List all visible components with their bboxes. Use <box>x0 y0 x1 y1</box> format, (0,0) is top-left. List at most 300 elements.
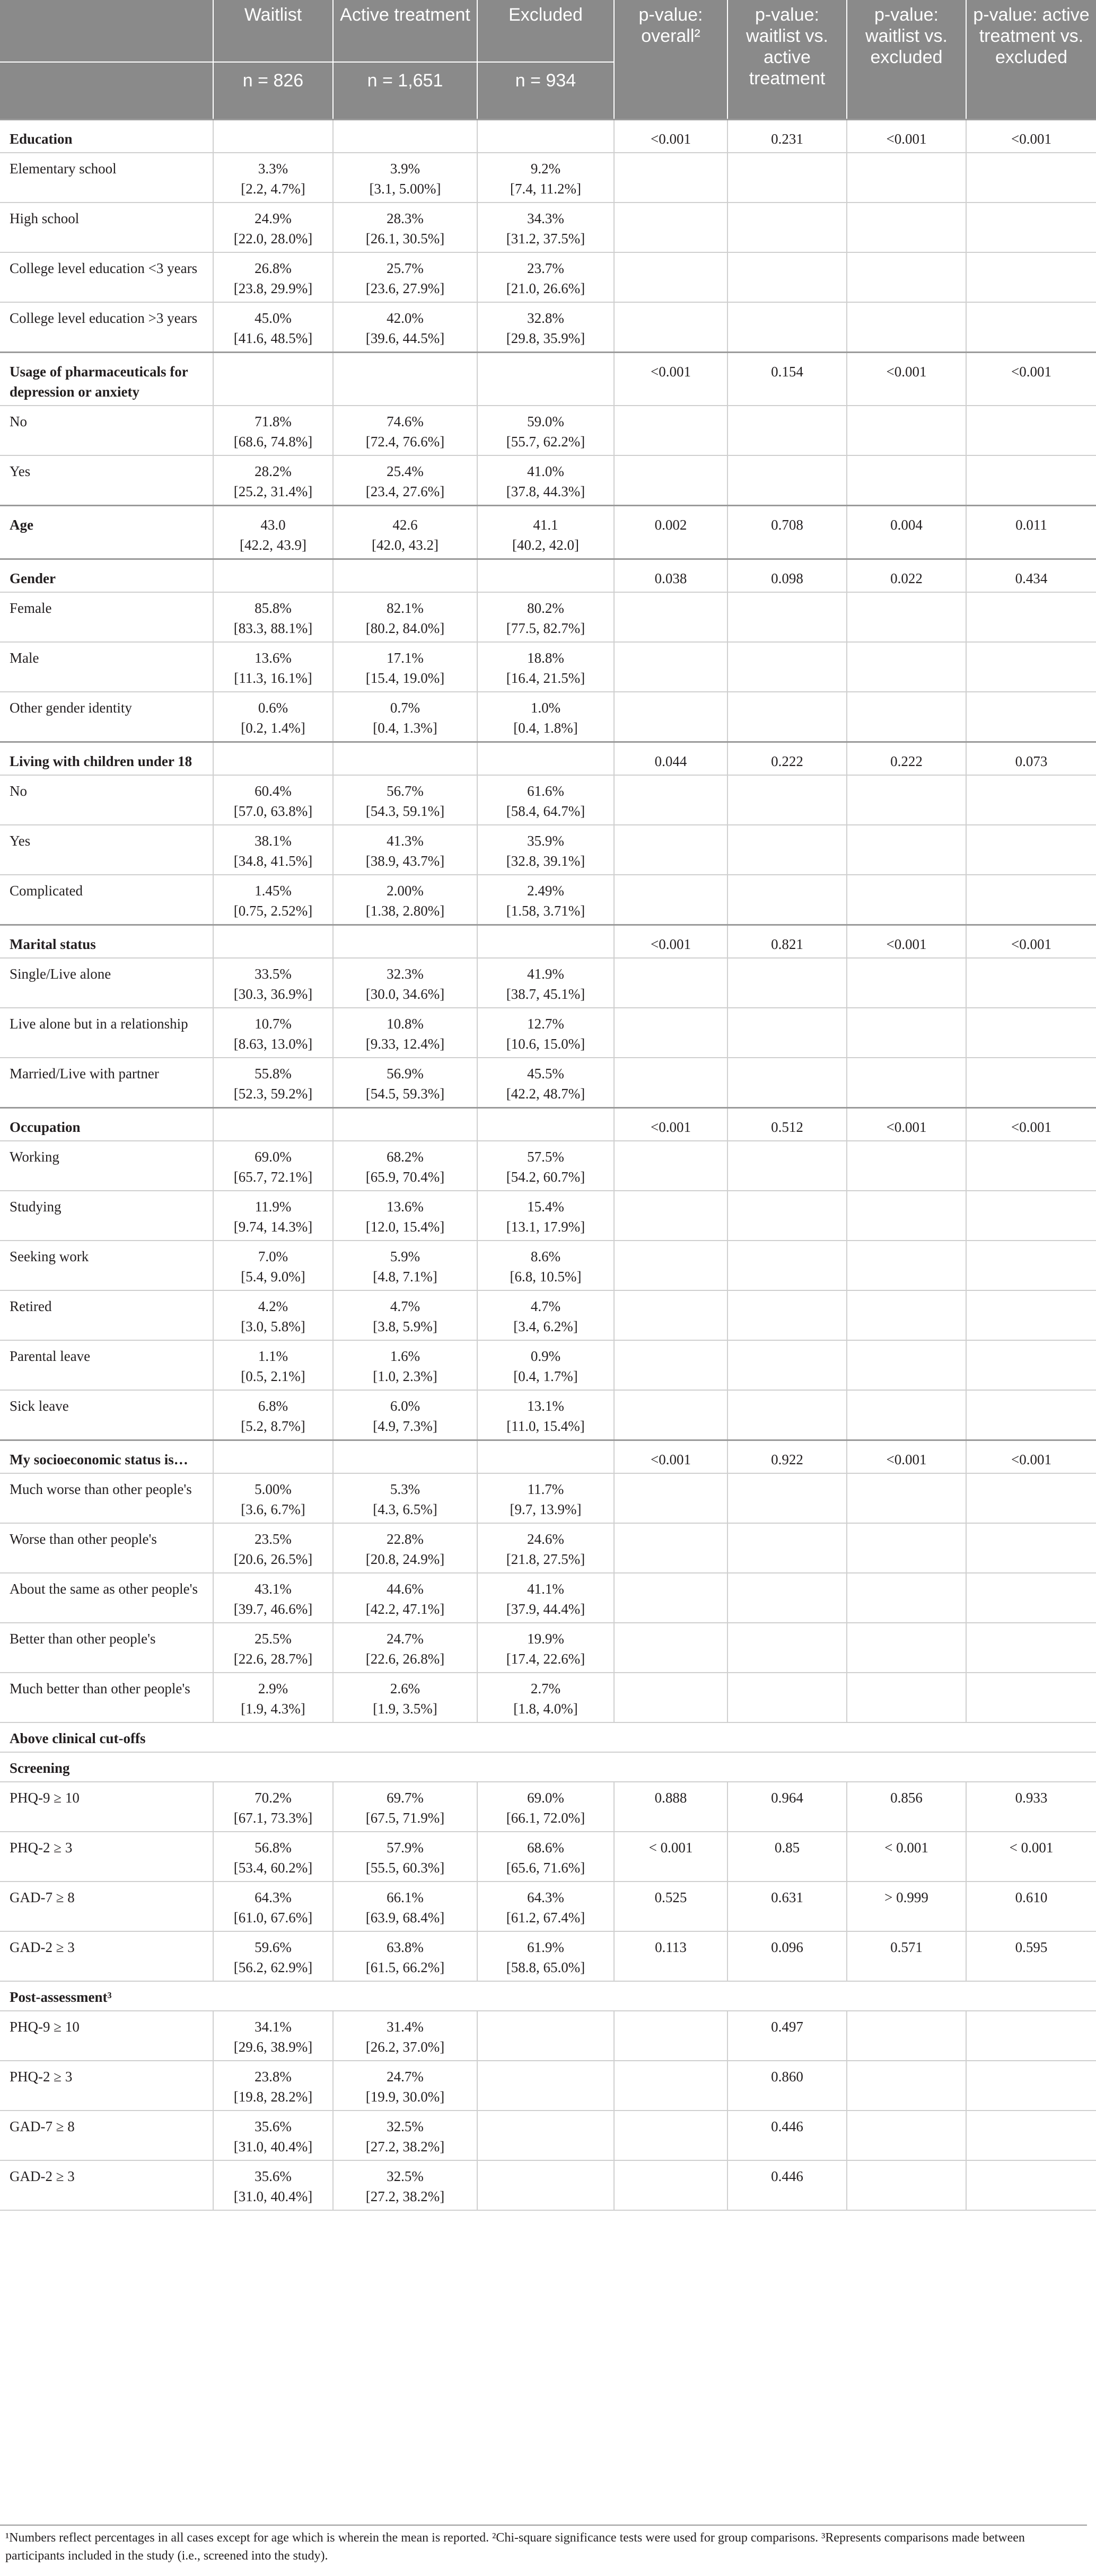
value: 8.6% <box>530 1249 561 1264</box>
confidence-interval: [0.4, 1.8%] <box>513 720 578 736</box>
value: 2.49% <box>527 883 564 899</box>
p-value: 0.096 <box>727 1931 847 1981</box>
confidence-interval: [4.8, 7.1%] <box>373 1269 437 1285</box>
value-cell <box>333 1931 477 1981</box>
value: 41.9% <box>527 966 564 982</box>
empty-cell <box>966 642 1096 692</box>
value: 74.6% <box>387 414 424 429</box>
confidence-interval: [1.58, 3.71%] <box>506 903 585 919</box>
value-cell <box>213 1882 333 1931</box>
empty-cell <box>847 1623 966 1673</box>
value-cell <box>213 302 333 353</box>
p-value <box>966 2011 1096 2061</box>
confidence-interval: [3.6, 6.7%] <box>241 1501 305 1517</box>
row-label: Above clinical cut-offs <box>0 1722 1096 1752</box>
value-cell <box>213 1141 333 1191</box>
value: 32.5% <box>387 2168 424 2184</box>
p-value: <0.001 <box>614 1108 727 1141</box>
confidence-interval: [5.2, 8.7%] <box>241 1418 305 1434</box>
confidence-interval: [3.1, 5.00%] <box>369 181 441 197</box>
confidence-interval: [0.4, 1.3%] <box>373 720 437 736</box>
value: 23.5% <box>255 1531 292 1547</box>
confidence-interval: [0.5, 2.1%] <box>241 1368 305 1384</box>
value: 59.6% <box>255 1939 292 1955</box>
confidence-interval: [42.2, 43.9] <box>240 537 306 553</box>
row-label: Usage of pharmaceuticals for depression or anxiety <box>0 353 213 406</box>
value-cell <box>213 958 333 1008</box>
value-cell <box>333 1290 477 1340</box>
empty-cell <box>727 1191 847 1241</box>
empty-cell <box>966 406 1096 455</box>
header-p-overall: p-value: overall² <box>614 0 727 120</box>
p-value <box>614 2111 727 2160</box>
confidence-interval: [11.3, 16.1%] <box>234 670 312 686</box>
value-cell <box>477 1782 614 1832</box>
value: 80.2% <box>527 600 564 616</box>
group-row <box>0 353 1096 406</box>
value-cell <box>333 406 477 455</box>
empty-cell <box>966 1141 1096 1191</box>
confidence-interval: [57.0, 63.8%] <box>233 803 313 819</box>
empty-cell <box>966 252 1096 302</box>
value-cell <box>477 203 614 252</box>
empty-cell <box>614 1141 727 1191</box>
value: 35.9% <box>527 833 564 849</box>
table-row <box>0 1882 1096 1931</box>
empty-cell <box>847 302 966 353</box>
empty-cell <box>614 302 727 353</box>
value: 57.5% <box>527 1149 564 1165</box>
value: 41.1 <box>533 517 558 533</box>
row-label: Education <box>0 120 213 153</box>
confidence-interval: [19.9, 30.0%] <box>365 2089 445 2105</box>
confidence-interval: [54.3, 59.1%] <box>365 803 445 819</box>
confidence-interval: [61.2, 67.4%] <box>506 1910 585 1926</box>
p-value <box>966 2160 1096 2210</box>
empty-cell <box>614 1623 727 1673</box>
empty-cell <box>614 1008 727 1058</box>
value-cell <box>477 2061 614 2111</box>
empty-cell <box>966 1623 1096 1673</box>
value: 71.8% <box>255 414 292 429</box>
value-cell <box>477 1340 614 1390</box>
p-value: <0.001 <box>966 353 1096 406</box>
header-p-w-a: p-value: waitlist vs. active treatment <box>727 0 847 120</box>
confidence-interval: [11.0, 15.4%] <box>506 1418 585 1434</box>
row-label: Post-assessment³ <box>0 1981 1096 2011</box>
table-row <box>0 642 1096 692</box>
value: 6.8% <box>258 1398 288 1414</box>
value-cell <box>333 153 477 203</box>
value-cell <box>333 1623 477 1673</box>
p-value: 0.038 <box>614 559 727 593</box>
p-value <box>966 2061 1096 2111</box>
empty-cell <box>847 875 966 925</box>
value-cell <box>477 692 614 742</box>
table-row <box>0 2160 1096 2210</box>
row-label: Seeking work <box>0 1241 213 1290</box>
p-value: 0.821 <box>727 925 847 959</box>
value-cell <box>477 406 614 455</box>
p-value: 0.571 <box>847 1931 966 1981</box>
value: 11.7% <box>527 1481 564 1497</box>
p-value: 0.933 <box>966 1782 1096 1832</box>
table-row <box>0 2111 1096 2160</box>
confidence-interval: [4.9, 7.3%] <box>373 1418 437 1434</box>
row-label: Elementary school <box>0 153 213 203</box>
empty-cell <box>966 203 1096 252</box>
value-cell <box>477 1241 614 1290</box>
table-body <box>0 120 1096 2211</box>
p-value: 0.497 <box>727 2011 847 2061</box>
value-cell <box>477 1623 614 1673</box>
row-label: Better than other people's <box>0 1623 213 1673</box>
row-label: Live alone but in a relationship <box>0 1008 213 1058</box>
confidence-interval: [12.0, 15.4%] <box>365 1219 445 1235</box>
value: 24.6% <box>527 1531 564 1547</box>
confidence-interval: [16.4, 21.5%] <box>506 670 585 686</box>
p-value: 0.002 <box>614 506 727 559</box>
row-label: Female <box>0 592 213 642</box>
empty-cell <box>847 203 966 252</box>
value-cell <box>213 1931 333 1981</box>
confidence-interval: [15.4, 19.0%] <box>365 670 445 686</box>
table-row <box>0 1832 1096 1882</box>
group-row <box>0 1440 1096 1474</box>
confidence-interval: [19.8, 28.2%] <box>233 2089 313 2105</box>
row-label: GAD-7 ≥ 8 <box>0 1882 213 1931</box>
value-cell <box>333 1340 477 1390</box>
value: 85.8% <box>255 600 292 616</box>
empty-cell <box>727 455 847 506</box>
value: 68.2% <box>387 1149 424 1165</box>
value-cell <box>333 1882 477 1931</box>
empty-cell <box>614 592 727 642</box>
table-row <box>0 692 1096 742</box>
value: 6.0% <box>390 1398 420 1414</box>
table-row <box>0 592 1096 642</box>
confidence-interval: [9.7, 13.9%] <box>510 1501 582 1517</box>
p-value: 0.154 <box>727 353 847 406</box>
empty-cell <box>213 1440 333 1474</box>
p-value: <0.001 <box>847 353 966 406</box>
p-value: 0.610 <box>966 1882 1096 1931</box>
value-cell <box>333 1573 477 1623</box>
confidence-interval: [52.3, 59.2%] <box>233 1086 313 1102</box>
p-value: 0.888 <box>614 1782 727 1832</box>
value-cell <box>333 1058 477 1108</box>
empty-cell <box>727 406 847 455</box>
p-value: 0.222 <box>727 742 847 776</box>
row-label: Screening <box>0 1752 1096 1782</box>
empty-cell <box>966 1473 1096 1523</box>
value: 42.6 <box>392 517 418 533</box>
confidence-interval: [32.8, 39.1%] <box>506 853 585 869</box>
empty-cell <box>477 559 614 593</box>
row-label: Gender <box>0 559 213 593</box>
value: 15.4% <box>527 1199 564 1215</box>
confidence-interval: [21.0, 26.6%] <box>506 280 585 296</box>
header-blank <box>0 0 213 62</box>
value-cell <box>213 1290 333 1340</box>
empty-cell <box>966 1290 1096 1340</box>
value-cell <box>213 1623 333 1673</box>
empty-cell <box>966 775 1096 825</box>
value: 43.1% <box>255 1581 292 1597</box>
empty-cell <box>727 642 847 692</box>
value-cell <box>477 455 614 506</box>
confidence-interval: [61.5, 66.2%] <box>365 1959 445 1975</box>
empty-cell <box>966 1241 1096 1290</box>
confidence-interval: [1.0, 2.3%] <box>373 1368 437 1384</box>
confidence-interval: [58.4, 64.7%] <box>506 803 585 819</box>
value-cell <box>333 1008 477 1058</box>
table-row <box>0 958 1096 1008</box>
p-value <box>614 2061 727 2111</box>
confidence-interval: [68.6, 74.8%] <box>233 434 313 450</box>
value: 13.1% <box>527 1398 564 1414</box>
value: 12.7% <box>527 1016 564 1032</box>
value-cell <box>333 2011 477 2061</box>
value: 19.9% <box>527 1631 564 1647</box>
confidence-interval: [23.4, 27.6%] <box>365 483 445 499</box>
p-value: <0.001 <box>847 1440 966 1474</box>
confidence-interval: [3.8, 5.9%] <box>373 1318 437 1334</box>
table-row <box>0 1008 1096 1058</box>
confidence-interval: [41.6, 48.5%] <box>233 330 313 346</box>
empty-cell <box>614 825 727 875</box>
p-value: <0.001 <box>614 925 727 959</box>
empty-cell <box>727 825 847 875</box>
n-active: n = 1,651 <box>333 62 477 120</box>
value-cell <box>333 1141 477 1191</box>
value: 61.6% <box>527 783 564 799</box>
confidence-interval: [54.5, 59.3%] <box>365 1086 445 1102</box>
value: 56.7% <box>387 783 424 799</box>
empty-cell <box>727 1673 847 1722</box>
row-label: Complicated <box>0 875 213 925</box>
value: 82.1% <box>387 600 424 616</box>
value: 34.3% <box>527 210 564 226</box>
p-value: 0.512 <box>727 1108 847 1141</box>
value-cell <box>333 875 477 925</box>
empty-cell <box>966 302 1096 353</box>
confidence-interval: [2.2, 4.7%] <box>241 181 305 197</box>
group-row <box>0 1108 1096 1141</box>
confidence-interval: [77.5, 82.7%] <box>506 620 585 636</box>
row-label: GAD-7 ≥ 8 <box>0 2111 213 2160</box>
row-label: Studying <box>0 1191 213 1241</box>
value-cell <box>477 1882 614 1931</box>
empty-cell <box>847 1141 966 1191</box>
value-cell <box>213 1832 333 1882</box>
empty-cell <box>966 875 1096 925</box>
value: 10.8% <box>387 1016 424 1032</box>
value-cell <box>333 455 477 506</box>
value: 56.9% <box>387 1066 424 1082</box>
empty-cell <box>847 153 966 203</box>
value: 32.3% <box>387 966 424 982</box>
value-cell <box>477 875 614 925</box>
row-label: PHQ-9 ≥ 10 <box>0 2011 213 2061</box>
empty-cell <box>614 203 727 252</box>
confidence-interval: [31.2, 37.5%] <box>506 231 585 247</box>
empty-cell <box>727 252 847 302</box>
confidence-interval: [61.0, 67.6%] <box>233 1910 313 1926</box>
table-row <box>0 825 1096 875</box>
p-value: <0.001 <box>847 120 966 153</box>
p-value: <0.001 <box>614 120 727 153</box>
p-value: <0.001 <box>966 1108 1096 1141</box>
p-value: 0.434 <box>966 559 1096 593</box>
p-value: 0.044 <box>614 742 727 776</box>
row-label: Single/Live alone <box>0 958 213 1008</box>
value: 69.0% <box>255 1149 292 1165</box>
empty-cell <box>727 1058 847 1108</box>
table-row <box>0 875 1096 925</box>
p-value: <0.001 <box>614 1440 727 1474</box>
empty-cell <box>727 875 847 925</box>
value-cell <box>477 1191 614 1241</box>
value: 5.00% <box>255 1481 292 1497</box>
confidence-interval: [1.38, 2.80%] <box>365 903 445 919</box>
section-row <box>0 1981 1096 2011</box>
value: 66.1% <box>387 1889 424 1905</box>
table-row <box>0 252 1096 302</box>
value-cell <box>477 1290 614 1340</box>
value: 35.6% <box>255 2118 292 2134</box>
value: 70.2% <box>255 1790 292 1806</box>
value-cell <box>333 203 477 252</box>
confidence-interval: [31.0, 40.4%] <box>233 2188 313 2204</box>
confidence-interval: [27.2, 38.2%] <box>365 2139 445 2155</box>
value-cell <box>477 1832 614 1882</box>
value-cell <box>333 1523 477 1573</box>
row-label: Worse than other people's <box>0 1523 213 1573</box>
confidence-interval: [83.3, 88.1%] <box>233 620 313 636</box>
value: 9.2% <box>530 161 561 177</box>
row-label: Married/Live with partner <box>0 1058 213 1108</box>
empty-cell <box>213 559 333 593</box>
table-row <box>0 302 1096 353</box>
value: 24.7% <box>387 2069 424 2085</box>
p-value <box>614 2011 727 2061</box>
row-label: College level education >3 years <box>0 302 213 353</box>
value: 3.3% <box>258 161 288 177</box>
value-cell <box>213 875 333 925</box>
value-cell <box>213 1340 333 1390</box>
empty-cell <box>847 1573 966 1623</box>
confidence-interval: [21.8, 27.5%] <box>506 1551 585 1567</box>
table-footnote: ¹Numbers reflect percentages in all cases except for age which is wherein the mean is reported. ²Chi-square significance tests were used for group comparisons. ³Represents comparisons made between participants included in the study (i.e., screened into the study). <box>0 2525 1087 2565</box>
empty-cell <box>966 1390 1096 1440</box>
empty-cell <box>727 1008 847 1058</box>
empty-cell <box>727 1573 847 1623</box>
p-value <box>847 2160 966 2210</box>
empty-cell <box>966 1523 1096 1573</box>
confidence-interval: [65.7, 72.1%] <box>233 1169 313 1185</box>
value-cell <box>477 592 614 642</box>
value-cell <box>477 1673 614 1722</box>
value: 69.7% <box>387 1790 424 1806</box>
empty-cell <box>847 1673 966 1722</box>
value: 25.5% <box>255 1631 292 1647</box>
value-cell <box>213 2111 333 2160</box>
table-row <box>0 1473 1096 1523</box>
confidence-interval: [13.1, 17.9%] <box>506 1219 585 1235</box>
confidence-interval: [9.74, 14.3%] <box>233 1219 313 1235</box>
confidence-interval: [7.4, 11.2%] <box>510 181 581 197</box>
value-cell <box>213 506 333 559</box>
empty-cell <box>966 1340 1096 1390</box>
p-value: <0.001 <box>966 120 1096 153</box>
value: 63.8% <box>387 1939 424 1955</box>
confidence-interval: [6.8, 10.5%] <box>510 1269 582 1285</box>
p-value: 0.85 <box>727 1832 847 1882</box>
confidence-interval: [27.2, 38.2%] <box>365 2188 445 2204</box>
value-cell <box>213 455 333 506</box>
empty-cell <box>614 642 727 692</box>
empty-cell <box>333 120 477 153</box>
header-row <box>0 0 1096 62</box>
empty-cell <box>727 153 847 203</box>
empty-cell <box>477 742 614 776</box>
empty-cell <box>614 775 727 825</box>
header-active: Active treatment <box>333 0 477 62</box>
empty-cell <box>614 153 727 203</box>
value-cell <box>477 302 614 353</box>
value: 42.0% <box>387 310 424 326</box>
value-cell <box>333 506 477 559</box>
confidence-interval: [23.8, 29.9%] <box>233 280 313 296</box>
value: 35.6% <box>255 2168 292 2184</box>
value-cell <box>477 1473 614 1523</box>
empty-cell <box>614 1241 727 1290</box>
value-cell <box>333 692 477 742</box>
empty-cell <box>966 1058 1096 1108</box>
value-cell <box>333 1241 477 1290</box>
value: 23.8% <box>255 2069 292 2085</box>
empty-cell <box>847 692 966 742</box>
value: 2.6% <box>390 1681 420 1696</box>
p-value: 0.922 <box>727 1440 847 1474</box>
row-label: GAD-2 ≥ 3 <box>0 1931 213 1981</box>
empty-cell <box>614 958 727 1008</box>
value: 33.5% <box>255 966 292 982</box>
table-row <box>0 1290 1096 1340</box>
value-cell <box>333 1673 477 1722</box>
value: 32.8% <box>527 310 564 326</box>
row-label: Occupation <box>0 1108 213 1141</box>
value: 24.7% <box>387 1631 424 1647</box>
value: 64.3% <box>527 1889 564 1905</box>
value-cell <box>213 252 333 302</box>
value-cell <box>333 2160 477 2210</box>
table-row <box>0 153 1096 203</box>
empty-cell <box>614 1673 727 1722</box>
p-value <box>614 2160 727 2210</box>
table-row <box>0 1673 1096 1722</box>
empty-cell <box>614 1290 727 1340</box>
empty-cell <box>847 1290 966 1340</box>
empty-cell <box>477 1440 614 1474</box>
row-label: Yes <box>0 825 213 875</box>
value-cell <box>477 1573 614 1623</box>
header-p-w-e: p-value: waitlist vs. excluded <box>847 0 966 120</box>
empty-cell <box>727 692 847 742</box>
value: 60.4% <box>255 783 292 799</box>
table-row <box>0 1141 1096 1191</box>
